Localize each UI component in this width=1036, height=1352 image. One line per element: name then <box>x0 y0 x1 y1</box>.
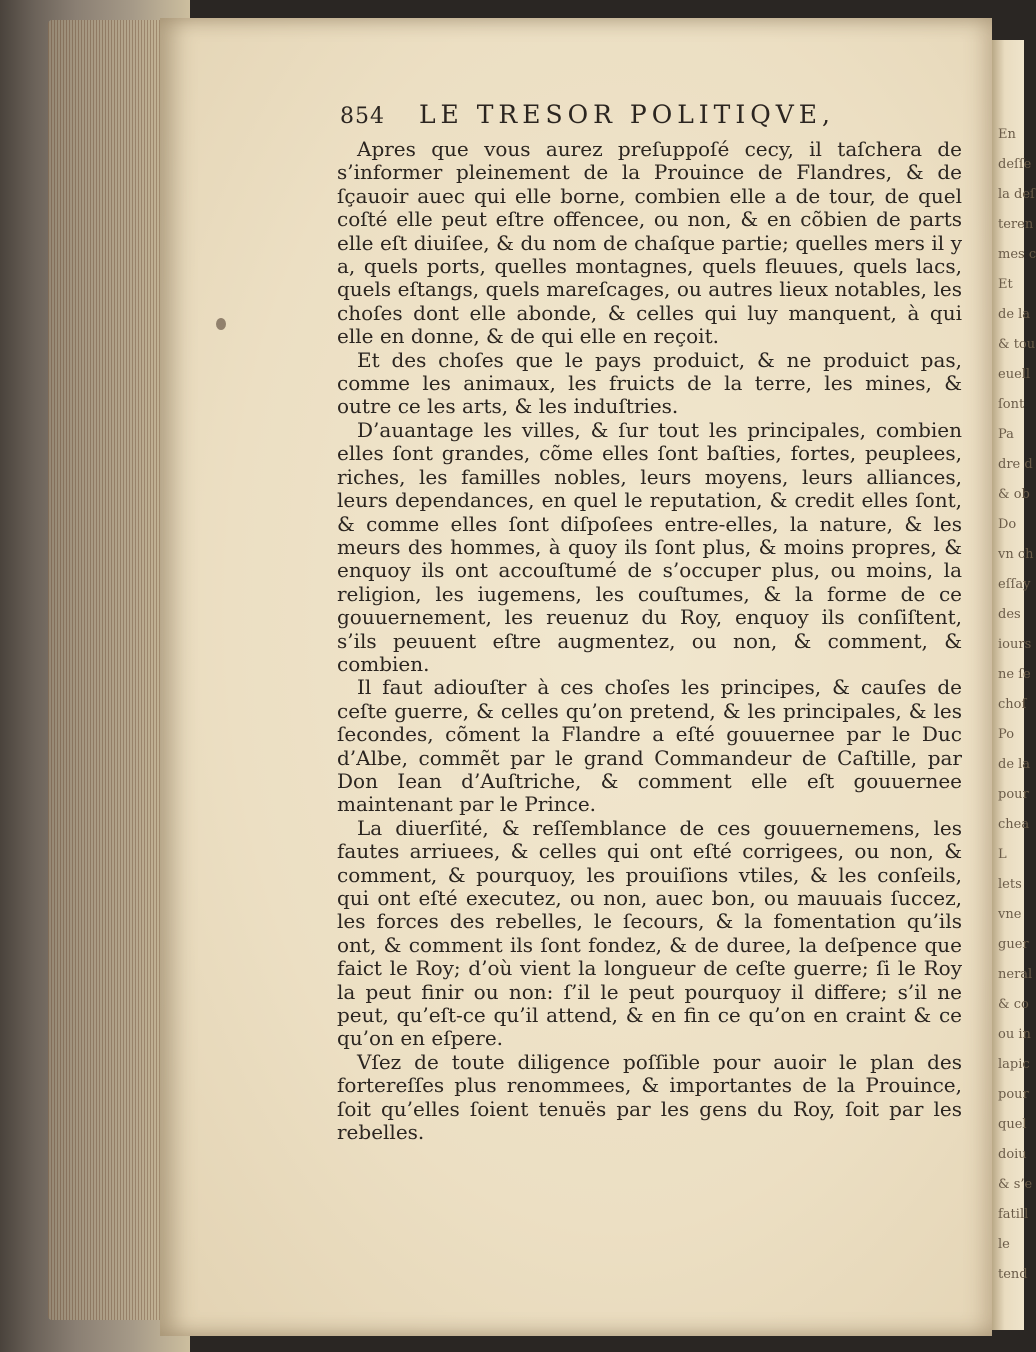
next-page-fragment: Po <box>998 727 1015 742</box>
next-page-fragment: dre d <box>998 457 1033 472</box>
next-page-fragment: lets <box>998 877 1022 892</box>
next-page-fragment: deſſe <box>998 157 1032 172</box>
paragraph: La diuerſité, & reſſemblance de ces gouuernemens, les fautes arriuees, & celles qui ont eſté corrigees, ou non, & comment, & pourquoy, les prouiſions vtiles, & les conſeils, qui ont eſté executez, ou non, auec bon, ou mauuais ſuccez, les forces des rebelles, le ſecours, & la fomentation qu’ils ont, & comment ils ſont fondez, & de duree, la deſpence que faict le Roy; d’où vient la longueur de ceſte guerre; ſi le Roy la peut finir ou non: ſ’il le peut pourquoy il differe; s’il ne peut, qu’eſt-ce qu’il attend, & en fin ce qu’on en craint & ce qu’on en eſpere. <box>337 815 962 1051</box>
next-page-fragment: ſont <box>998 397 1025 412</box>
next-page-fragment: En <box>998 127 1016 142</box>
page-number: 854 <box>340 104 385 129</box>
next-page-fragment: choſ <box>998 697 1027 712</box>
next-page-fragment: mes c <box>998 247 1036 262</box>
paragraph: D’auantage les villes, & ſur tout les principales, combien elles ſont grandes, cõme elles ſont baſties, fortes, peuplees, riches, les familles nobles, leurs moyens, leurs alliances, leurs dependances, en quel le reputation, & credit elles ſont, & comme elles ſont diſpoſees entre-elles, la nature, & les meurs des hommes, à quoy ils ſont plus, & moins propres, & enquoy ils ont accouſtumé de s’occuper plus, ou moins, la religion, les iugemens, les couſtumes, & la forme de ce gouuernement, les reuenuz du Roy, enquoy ils conſiſtent, s’ils peuuent eſtre augmentez, ou non, & comment, & combien. <box>337 417 962 676</box>
paragraph: Vſez de toute diligence poſſible pour auoir le plan des fortereſſes plus renommees, & importantes de la Prouince, ſoit qu’elles ſoient tenuës par les gens du Roy, ſoit par les rebelles. <box>337 1049 962 1145</box>
next-page-fragment: ne ſe <box>998 667 1031 682</box>
next-page-fragment: lapic <box>998 1057 1030 1072</box>
next-page-fragment: & s’e <box>998 1177 1033 1192</box>
running-header <box>340 100 900 140</box>
next-page-fragment: la deſ <box>998 187 1035 202</box>
next-page-fragment: euell <box>998 367 1031 382</box>
running-title: LE TRESOR POLITIQVE, <box>418 100 835 129</box>
paragraph: Il faut adiouſter à ces choſes les principes, & cauſes de ceſte guerre, & celles qu’on pretend, & les principales, & les ſecondes, cõment la Flandre a eſté gouuernee par le Duc d’Albe, commẽt par le grand Commandeur de Caſtille, par Don Iean d’Auſtriche, & comment elle eſt gouuernee maintenant par le Prince. <box>337 675 962 817</box>
next-page-fragment: vn ch <box>998 547 1034 562</box>
next-page-fragment: fatill <box>998 1207 1029 1222</box>
next-page-fragment: & co <box>998 997 1029 1012</box>
next-page-fragment: iours <box>998 637 1032 652</box>
next-page-fragment: doiu <box>998 1147 1027 1162</box>
next-page-fragment: Pa <box>998 427 1014 442</box>
page-edge-stripes <box>48 20 168 1320</box>
next-page-fragment: de la <box>998 307 1031 322</box>
next-page-fragment: chea <box>998 817 1030 832</box>
next-page-fragment: vne <box>998 907 1022 922</box>
next-page-fragments <box>998 120 1036 1290</box>
next-page-fragment: de la <box>998 757 1031 772</box>
next-page-fragment: pour <box>998 1087 1029 1102</box>
next-page-fragment: & ob <box>998 487 1030 502</box>
next-page-fragment: pour <box>998 787 1029 802</box>
next-page-fragment: & tou <box>998 337 1036 352</box>
paragraph: Apres que vous aurez preſuppoſé cecy, il taſchera de s’informer pleinement de la Prouince de Flandres, & de ſçauoir auec qui elle borne, combien elle a de tour, de quel coſté elle peut eſtre offencee, ou non, & en cõbien de parts elle eſt diuiſee, & du nom de chaſque partie; quelles mers il y a, quels ports, quelles montagnes, quels fleuues, quels lacs, quels eſtangs, quels mareſcages, ou autres lieux notables, les choſes dont elle abonde, & celles qui luy manquent, à qui elle en donne, & de qui elle en reçoit. <box>337 137 962 349</box>
next-page-fragment: guer <box>998 937 1029 952</box>
next-page-fragment: teren <box>998 217 1034 232</box>
next-page-fragment: tend <box>998 1267 1028 1282</box>
next-page-fragment: des <box>998 607 1021 622</box>
ink-spot <box>216 318 226 330</box>
next-page-fragment: le <box>998 1237 1010 1252</box>
next-page-fragment: eſſay <box>998 577 1031 592</box>
next-page-fragment: quel <box>998 1117 1027 1132</box>
next-page-fragment: Et <box>998 277 1013 292</box>
body-text <box>337 138 962 1144</box>
paragraph: Et des choſes que le pays produict, & ne produict pas, comme les animaux, les fruicts de la terre, les mines, & outre ce les arts, & les induſtries. <box>337 347 962 419</box>
next-page-fragment: neral <box>998 967 1033 982</box>
next-page-fragment: ou in <box>998 1027 1031 1042</box>
next-page-fragment: Do <box>998 517 1017 532</box>
next-page-sliver <box>992 40 1036 1330</box>
next-page-fragment: L <box>998 847 1007 862</box>
